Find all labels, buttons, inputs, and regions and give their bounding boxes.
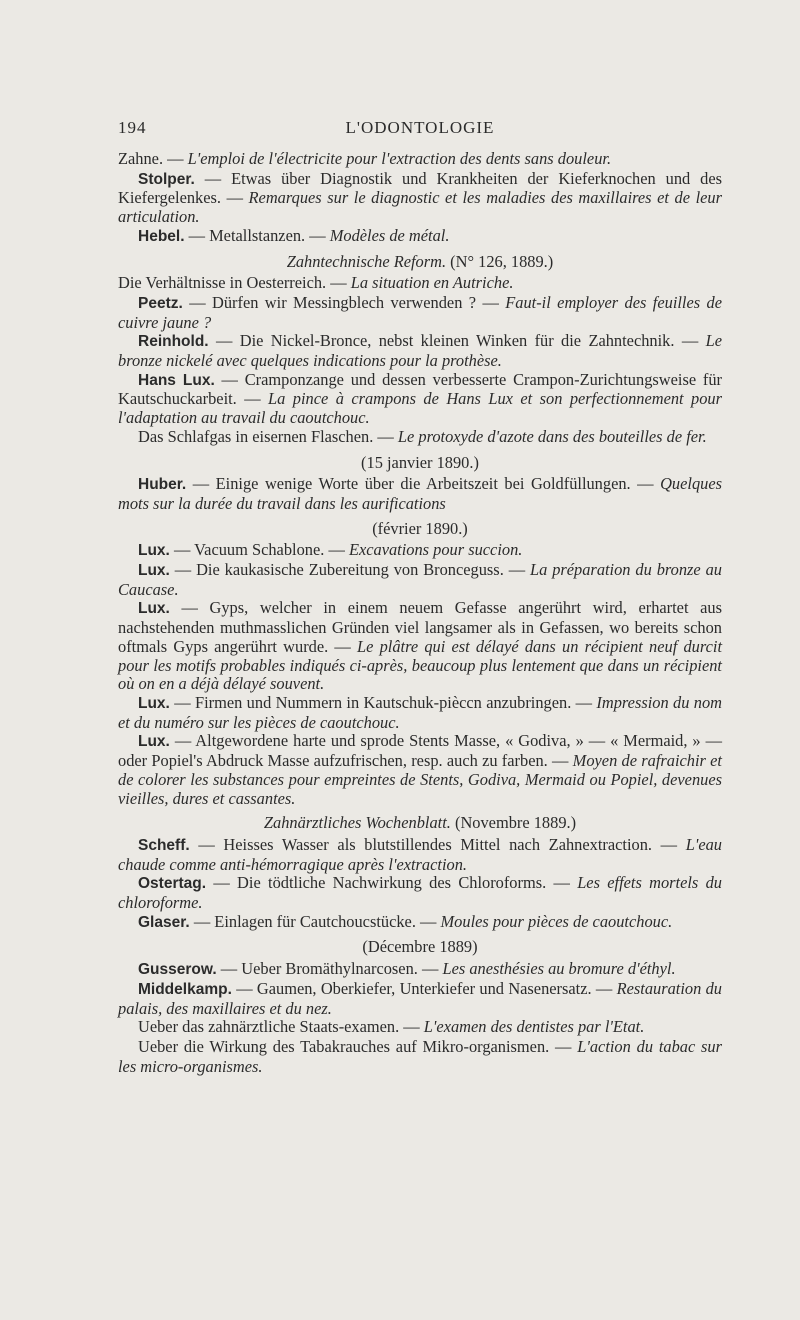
- author-name: Hebel.: [138, 227, 185, 245]
- journal-title: Zahnärztliches Wochenblatt.: [263, 813, 451, 833]
- entry: [118, 428, 722, 448]
- entry: [118, 694, 722, 732]
- author-name: Reinhold.: [138, 333, 209, 351]
- author-name: Stolper.: [138, 170, 195, 188]
- entry-text: — Heisses Wasser als blutstillendes Mittel nach Zahnextraction. —: [189, 834, 686, 854]
- entry: [118, 371, 722, 428]
- entry: [118, 913, 722, 933]
- entry-text: — Gyps, welcher in einem neuem Gefasse angerührt wird, erhartet aus nachstehenden muthmasslichen Gründen viel langsamer als in Gefassen, wo bereits schon oftmals Gyps angerührt wurde. —: [118, 598, 722, 656]
- issue-date: (Novembre 1889.): [455, 813, 577, 833]
- entry: [118, 1038, 722, 1076]
- entry: [118, 332, 722, 370]
- entry: [118, 732, 722, 808]
- author-name: Peetz.: [138, 294, 183, 312]
- entry-translation: Moules pour pièces de caoutchouc.: [440, 911, 673, 931]
- author-name: Lux.: [138, 694, 170, 712]
- issue-date: (N° 126, 1889.): [450, 251, 554, 271]
- section-heading: [118, 814, 722, 833]
- issue-date: (Décembre 1889): [362, 937, 478, 957]
- running-title: L'ODONTOLOGIE: [345, 118, 495, 137]
- section-heading: [118, 938, 722, 957]
- issue-date: (février 1890.): [372, 518, 468, 538]
- entry: [118, 599, 722, 694]
- entry-translation: La pince à crampons de Hans Lux et son perfectionnement pour l'adaptation au travail du caoutchouc.: [118, 389, 723, 428]
- entry-text: — Dürfen wir Messingblech verwenden ? —: [182, 292, 506, 312]
- entry-text: — Die Nickel-Bronce, nebst kleinen Winken für die Zahntechnik. —: [208, 331, 706, 351]
- section-heading: [118, 454, 722, 473]
- entry: [118, 294, 722, 332]
- entry: [118, 541, 722, 561]
- entry-translation: Le protoxyde d'azote dans des bouteilles de fer.: [397, 426, 707, 446]
- entry-translation: L'action du tabac sur les micro-organismes.: [118, 1036, 722, 1076]
- entry-translation: Modèles de métal.: [329, 225, 450, 245]
- page-header: [118, 118, 722, 140]
- author-name: Gusserow.: [138, 961, 217, 979]
- entry: [118, 150, 722, 170]
- entry-text: Zahne. —: [118, 149, 188, 168]
- author-name: Lux.: [138, 562, 170, 580]
- entry-translation: Quelques mots sur la durée du travail dans les aurifications: [118, 474, 722, 513]
- entry-translation: La préparation du bronze au Caucase.: [118, 560, 722, 599]
- entry-text: — Einlagen für Cautchoucstücke. —: [189, 911, 441, 931]
- journal-title: Zahntechnische Reform.: [286, 251, 447, 271]
- entry-translation: L'eau chaude comme anti-hémorragique après l'extraction.: [118, 834, 722, 874]
- entry-text: — Einige wenige Worte über die Arbeitszeit bei Goldfüllungen. —: [186, 474, 661, 494]
- issue-date: (15 janvier 1890.): [361, 452, 479, 472]
- entry-text: — Firmen und Nummern in Kautschuk-pièccn anzubringen. —: [169, 692, 597, 712]
- entry-text: Die Verhältnisse in Oesterreich. —: [118, 273, 351, 293]
- entry: [118, 274, 722, 294]
- entry: [118, 1018, 722, 1038]
- author-name: Lux.: [138, 542, 170, 560]
- entry-translation: Impression du nom et du numéro sur les pièces de caoutchouc.: [118, 692, 722, 732]
- entry-translation: Les anesthésies au bromure d'éthyl.: [442, 959, 676, 979]
- entry-text: — Ueber Bromäthylnarcosen. —: [216, 959, 443, 979]
- entry-text: — Gaumen, Oberkiefer, Unterkiefer und Nasenersatz. —: [231, 978, 617, 998]
- entry-text: — Die tödtliche Nachwirkung des Chloroforms. —: [206, 873, 578, 893]
- entry: [118, 170, 722, 227]
- entry-translation: Restauration du palais, des maxillaires et du nez.: [118, 978, 722, 1018]
- page-number: 194: [118, 118, 147, 137]
- entry: [118, 475, 722, 513]
- entry-translation: Moyen de rafraichir et de colorer les substances pour empreintes de Stents, Godiva, Mermaid ou Popiel, devenues vieilles, dures et cassantes.: [118, 751, 722, 808]
- section-heading: [118, 253, 722, 272]
- entry-text: — Etwas über Diagnostik und Krankheiten der Kieferknochen und des Kiefergelenkes. —: [118, 168, 722, 208]
- author-name: Huber.: [138, 476, 187, 494]
- entry: [118, 874, 722, 912]
- entry-translation: Excavations pour succion.: [348, 540, 523, 560]
- entry: [118, 836, 722, 874]
- author-name: Hans Lux.: [138, 371, 215, 389]
- journal-review-list: [118, 150, 722, 1076]
- author-name: Lux.: [138, 600, 170, 618]
- entry-translation: L'examen des dentistes par l'Etat.: [423, 1017, 645, 1037]
- author-name: Lux.: [138, 733, 170, 751]
- entry-text: — Altgewordene harte und sprode Stents Masse, « Godiva, » — « Mermaid, » — oder Popiel's Abdruck Masse aufzufrischen, resp. auch zu farben. —: [118, 731, 722, 771]
- entry-translation: Faut-il employer des feuilles de cuivre jaune ?: [118, 292, 722, 332]
- author-name: Glaser.: [138, 913, 190, 931]
- entry: [118, 561, 722, 599]
- author-name: Scheff.: [138, 836, 190, 854]
- author-name: Ostertag.: [138, 875, 207, 893]
- entry-translation: Remarques sur le diagnostic et les maladies des maxillaires et de leur articulation.: [118, 188, 722, 227]
- entry-text: — Vacuum Schablone. —: [169, 540, 349, 560]
- entry: [118, 227, 722, 247]
- author-name: Middelkamp.: [138, 980, 232, 998]
- entry-text: Ueber das zahnärztliche Staats-examen. —: [138, 1017, 424, 1037]
- entry-text: Das Schlafgas in eisernen Flaschen. —: [138, 426, 398, 446]
- entry-translation: Les effets mortels du chloroforme.: [118, 873, 723, 913]
- section-heading: [118, 520, 722, 539]
- entry: [118, 980, 722, 1018]
- entry-translation: Le bronze nickelé avec quelques indications pour la prothèse.: [118, 331, 722, 371]
- entry: [118, 960, 722, 980]
- entry-translation: La situation en Autriche.: [350, 273, 514, 293]
- entry-text: Ueber die Wirkung des Tabakrauches auf Mikro-organismen. —: [138, 1036, 578, 1056]
- entry-text: — Die kaukasische Zubereitung von Bronceguss. —: [169, 560, 530, 580]
- entry-text: — Cramponzange und dessen verbesserte Crampon-Zurichtungsweise für Kautschuckarbeit. —: [118, 369, 722, 409]
- entry-text: — Metallstanzen. —: [184, 225, 330, 245]
- entry-translation: Le plâtre qui est délayé dans un récipient neuf durcit pour les motifs probables indiqués ci-après, beaucoup plus lentement que dans un récipient où on en a déjà délayé souvent.: [118, 636, 722, 694]
- entry-translation: L'emploi de l'électricite pour l'extraction des dents sans douleur.: [187, 149, 612, 168]
